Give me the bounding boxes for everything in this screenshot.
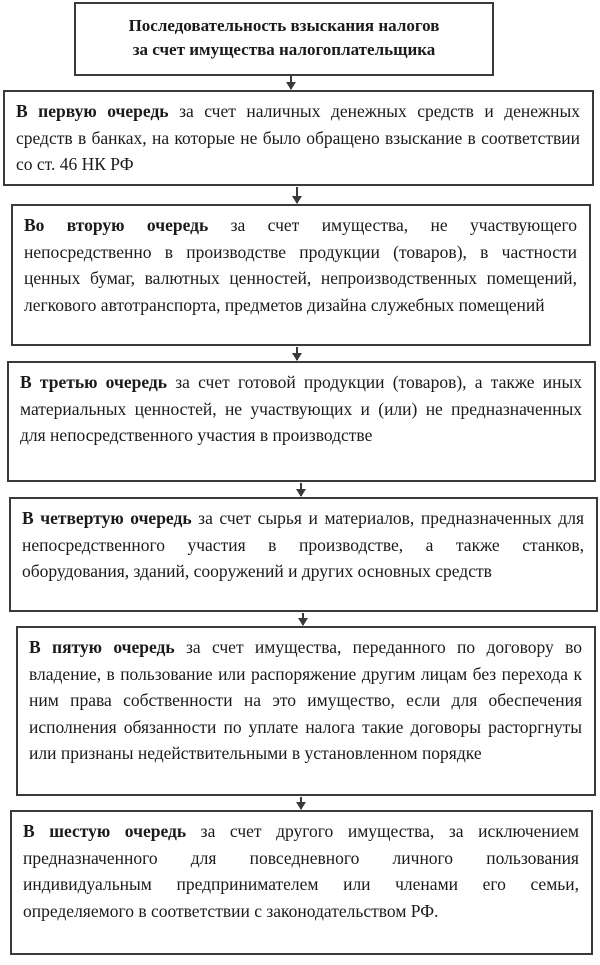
step-description: за счет готовой продукции (товаров), а также иных материальных ценностей, не участвующих и (или) не предназначенных для непосредственного участия в производстве — [20, 372, 582, 445]
step-description: за счет имущества, не участвующего непосредственно в производстве продукции (товаров), в частности ценных бумаг, валютных ценностей, непроизводственных помещений, легкового автотранспорта, предметов дизайна служебных помещений — [24, 215, 577, 315]
arrow-connector — [300, 483, 302, 496]
title-line-2: за счет имущества налогоплательщика — [132, 40, 436, 59]
step-order-label: В четвертую очередь — [22, 508, 192, 528]
arrow-connector — [296, 187, 298, 203]
step-order-label: В пятую очередь — [29, 637, 175, 657]
step-order-label: Во вторую очередь — [24, 215, 209, 235]
step-box-2 — [11, 204, 591, 346]
arrow-connector — [300, 797, 302, 809]
step-order-label: В третью очередь — [20, 372, 167, 392]
arrow-connector — [290, 76, 292, 89]
step-box-6 — [10, 810, 593, 955]
step-box-4 — [9, 497, 598, 612]
step-order-label: В первую очередь — [16, 101, 169, 121]
step-description: за счет сырья и материалов, предназначенных для непосредственного участия в производстве, а также станков, оборудования, зданий, сооружений и других основных средств — [22, 508, 584, 581]
step-description: за счет имущества, переданного по договору во владение, в пользование или распоряжение другим лицам без перехода к ним права собственности на это имущество, если для обеспечения исполнения обязанности по уплате налога такие договоры расторгнуты или признаны недействительными в установленном порядке — [29, 637, 582, 763]
step-box-3 — [7, 361, 596, 482]
title-line-1: Последовательность взыскания налогов — [128, 16, 440, 35]
arrow-connector — [302, 613, 304, 625]
step-description: за счет наличных денежных средств и денежных средств в банках, на которые не было обращено взыскание в соответствии со ст. 46 НК РФ — [16, 101, 580, 174]
arrow-connector — [296, 347, 298, 360]
step-box-5 — [16, 626, 596, 796]
step-box-1 — [3, 90, 594, 186]
diagram-title-box — [74, 2, 494, 76]
step-description: за счет другого имущества, за исключением предназначенного для повседневного личного пользования индивидуальным предпринимателем или членами его семьи, определяемого в соответствии с законодательством РФ. — [23, 821, 580, 921]
step-order-label: В шестую очередь — [23, 821, 187, 841]
